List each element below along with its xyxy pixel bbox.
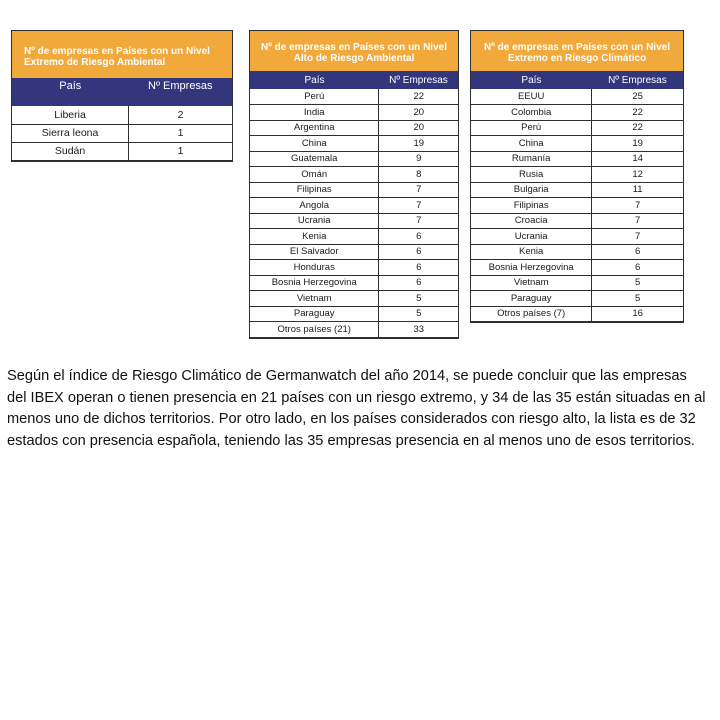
company-count-cell: 2: [129, 106, 232, 124]
company-count-cell: 8: [379, 167, 458, 183]
table-row: [250, 89, 458, 105]
country-cell: China: [250, 136, 379, 152]
company-count-cell: 9: [379, 151, 458, 167]
table-row: [250, 275, 458, 291]
table-row: [250, 291, 458, 307]
country-cell: Croacia: [471, 213, 592, 229]
table-row: [471, 136, 683, 152]
country-cell: Perú: [471, 120, 592, 136]
country-cell: Kenia: [250, 229, 379, 245]
company-count-cell: 6: [379, 244, 458, 260]
country-cell: Perú: [250, 89, 379, 105]
table-row: [471, 151, 683, 167]
column-header-country: País: [250, 71, 379, 89]
company-count-cell: 20: [379, 120, 458, 136]
country-cell: Filipinas: [471, 198, 592, 214]
summary-paragraph: Según el índice de Riesgo Climático de Germanwatch del año 2014, se puede concluir que las empresas del IBEX operan o tienen presencia en 21 países con un riesgo extremo, y 34 de las 35 están situadas en al menos uno de dichos territorios. Por otro lado, en los países considerados con riesgo alto, la lista es de 32 estados con presencia española, teniendo las 35 empresas presencia en al menos uno de esos territorios.: [7, 368, 706, 449]
company-count-cell: 6: [592, 260, 683, 276]
country-cell: Colombia: [471, 105, 592, 121]
company-count-cell: 5: [592, 291, 683, 307]
table-row: [471, 291, 683, 307]
table-high-environmental-risk: [249, 30, 459, 339]
table-row: [12, 106, 232, 124]
table-row: [250, 213, 458, 229]
table-row: [471, 198, 683, 214]
table-row: [471, 260, 683, 276]
country-cell: Filipinas: [250, 182, 379, 198]
country-cell: Rumanía: [471, 151, 592, 167]
company-count-cell: 6: [379, 260, 458, 276]
table-title: Nº de empresas en Países con un Nivel Extremo de Riesgo Ambiental: [12, 31, 232, 78]
table-row: [12, 124, 232, 142]
country-cell: Omán: [250, 167, 379, 183]
company-count-cell: 12: [592, 167, 683, 183]
company-count-cell: 25: [592, 89, 683, 105]
country-cell: Sierra leona: [12, 124, 129, 142]
table-row: [250, 120, 458, 136]
table-row: [250, 198, 458, 214]
table-row: [471, 182, 683, 198]
table-row: [250, 167, 458, 183]
table-row: [250, 136, 458, 152]
table-extreme-environmental-risk: [11, 30, 233, 162]
company-count-cell: 22: [379, 89, 458, 105]
country-cell: Bosnia Herzegovina: [250, 275, 379, 291]
table-row: [471, 306, 683, 322]
country-cell: Bosnia Herzegovina: [471, 260, 592, 276]
table-row: [12, 142, 232, 160]
table-row: [250, 151, 458, 167]
table-row: [471, 213, 683, 229]
column-header-country: País: [471, 71, 592, 89]
company-count-cell: 33: [379, 322, 458, 338]
company-count-cell: 7: [592, 198, 683, 214]
company-count-cell: 19: [592, 136, 683, 152]
country-cell: Vietnam: [250, 291, 379, 307]
country-cell: Otros países (21): [250, 322, 379, 338]
table-title: Nº de empresas en Países con un Nivel Extremo en Riesgo Climático: [471, 31, 683, 71]
column-header-country: País: [12, 78, 129, 106]
company-count-cell: 16: [592, 306, 683, 322]
table-row: [250, 105, 458, 121]
table-row: [471, 244, 683, 260]
country-cell: Guatemala: [250, 151, 379, 167]
country-cell: Angola: [250, 198, 379, 214]
table-row: [250, 322, 458, 338]
column-header-companies: Nº Empresas: [379, 71, 458, 89]
country-cell: Ucrania: [471, 229, 592, 245]
table-row: [250, 260, 458, 276]
table-row: [250, 244, 458, 260]
company-count-cell: 5: [379, 306, 458, 322]
country-cell: Rusia: [471, 167, 592, 183]
company-count-cell: 20: [379, 105, 458, 121]
country-cell: El Salvador: [250, 244, 379, 260]
company-count-cell: 7: [379, 198, 458, 214]
country-cell: EEUU: [471, 89, 592, 105]
table-row: [471, 105, 683, 121]
company-count-cell: 7: [379, 182, 458, 198]
country-cell: China: [471, 136, 592, 152]
country-cell: Otros países (7): [471, 306, 592, 322]
country-cell: Vietnam: [471, 275, 592, 291]
company-count-cell: 7: [592, 229, 683, 245]
company-count-cell: 1: [129, 124, 232, 142]
country-cell: Sudán: [12, 142, 129, 160]
country-cell: Argentina: [250, 120, 379, 136]
column-header-companies: Nº Empresas: [592, 71, 683, 89]
company-count-cell: 11: [592, 182, 683, 198]
country-cell: Honduras: [250, 260, 379, 276]
country-cell: Bulgaria: [471, 182, 592, 198]
country-cell: Ucrania: [250, 213, 379, 229]
company-count-cell: 22: [592, 105, 683, 121]
company-count-cell: 22: [592, 120, 683, 136]
table-row: [471, 120, 683, 136]
country-cell: Liberia: [12, 106, 129, 124]
table-row: [471, 167, 683, 183]
table-title: Nº de empresas en Países con un Nivel Alto de Riesgo Ambiental: [250, 31, 458, 71]
table-row: [471, 89, 683, 105]
country-cell: Kenia: [471, 244, 592, 260]
company-count-cell: 19: [379, 136, 458, 152]
company-count-cell: 5: [379, 291, 458, 307]
company-count-cell: 7: [379, 213, 458, 229]
table-extreme-climate-risk: [470, 30, 684, 323]
company-count-cell: 7: [592, 213, 683, 229]
table-row: [250, 229, 458, 245]
table-row: [250, 306, 458, 322]
column-header-companies: Nº Empresas: [129, 78, 232, 106]
table-row: [250, 182, 458, 198]
company-count-cell: 1: [129, 142, 232, 160]
table-row: [471, 229, 683, 245]
company-count-cell: 5: [592, 275, 683, 291]
country-cell: Paraguay: [471, 291, 592, 307]
table-row: [471, 275, 683, 291]
company-count-cell: 14: [592, 151, 683, 167]
company-count-cell: 6: [379, 229, 458, 245]
company-count-cell: 6: [379, 275, 458, 291]
country-cell: India: [250, 105, 379, 121]
company-count-cell: 6: [592, 244, 683, 260]
country-cell: Paraguay: [250, 306, 379, 322]
